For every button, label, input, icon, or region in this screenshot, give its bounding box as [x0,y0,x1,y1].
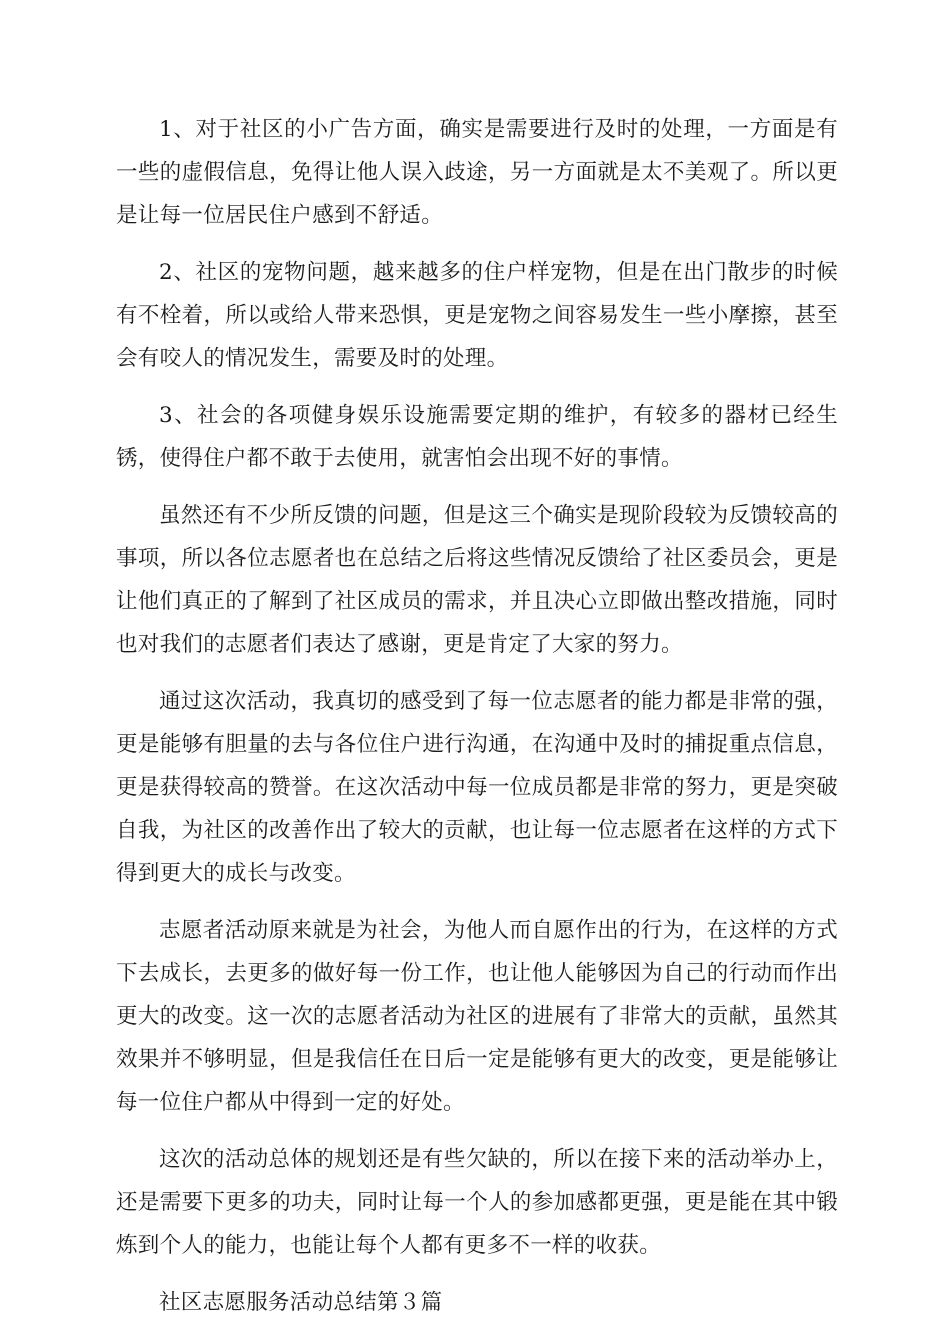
section-heading: 社区志愿服务活动总结第３篇 [159,1290,443,1315]
paragraph-feedback-summary: 虽然还有不少所反馈的问题，但是这三个确实是现阶段较为反馈较高的事项，所以各位志愿者也在总结之后将这些情况反馈给了社区委员会，更是让他们真正的了解到了社区成员的需求，并且决心立即做出整改措施，同时也对我们的志愿者们表达了感谢，更是肯定了大家的努力。 [116,503,838,657]
paragraph-volunteer-ability: 通过这次活动，我真切的感受到了每一位志愿者的能力都是非常的强，更是能够有胆量的去与各位住户进行沟通，在沟通中及时的捕捉重点信息，更是获得较高的赞誉。在这次活动中每一位成员都是非常的努力，更是突破自我，为社区的改善作出了较大的贡献，也让每一位志愿者在这样的方式下得到更大的成长与改变。 [116,689,838,886]
paragraph-item-3: 3、社会的各项健身娱乐设施需要定期的维护，有较多的器材已经生锈，使得住户都不敢于去使用，就害怕会出现不好的事情。 [116,403,838,471]
paragraph-volunteer-meaning: 志愿者活动原来就是为社会，为他人而自愿作出的行为，在这样的方式下去成长，去更多的做好每一份工作，也让他人能够因为自己的行动而作出更大的改变。这一次的志愿者活动为社区的进展有了非常大的贡献，虽然其效果并不够明显，但是我信任在日后一定是能够有更大的改变，更是能够让每一位住户都从中得到一定的好处。 [116,918,838,1115]
paragraph-item-1: 1、对于社区的小广告方面，确实是需要进行及时的处理，一方面是有一些的虚假信息，免得让他人误入歧途，另一方面就是太不美观了。所以更是让每一位居民住户感到不舒适。 [116,117,838,228]
document-body [116,108,838,1324]
paragraph-item-2: 2、社区的宠物问题，越来越多的住户样宠物，但是在出门散步的时候有不栓着，所以或给人带来恐惧，更是宠物之间容易发生一些小摩擦，甚至会有咬人的情况发生，需要及时的处理。 [116,260,838,371]
paragraph-planning: 这次的活动总体的规划还是有些欠缺的，所以在接下来的活动举办上，还是需要下更多的功夫，同时让每一个人的参加感都更强，更是能在其中锻炼到个人的能力，也能让每个人都有更多不一样的收获。 [116,1147,838,1258]
